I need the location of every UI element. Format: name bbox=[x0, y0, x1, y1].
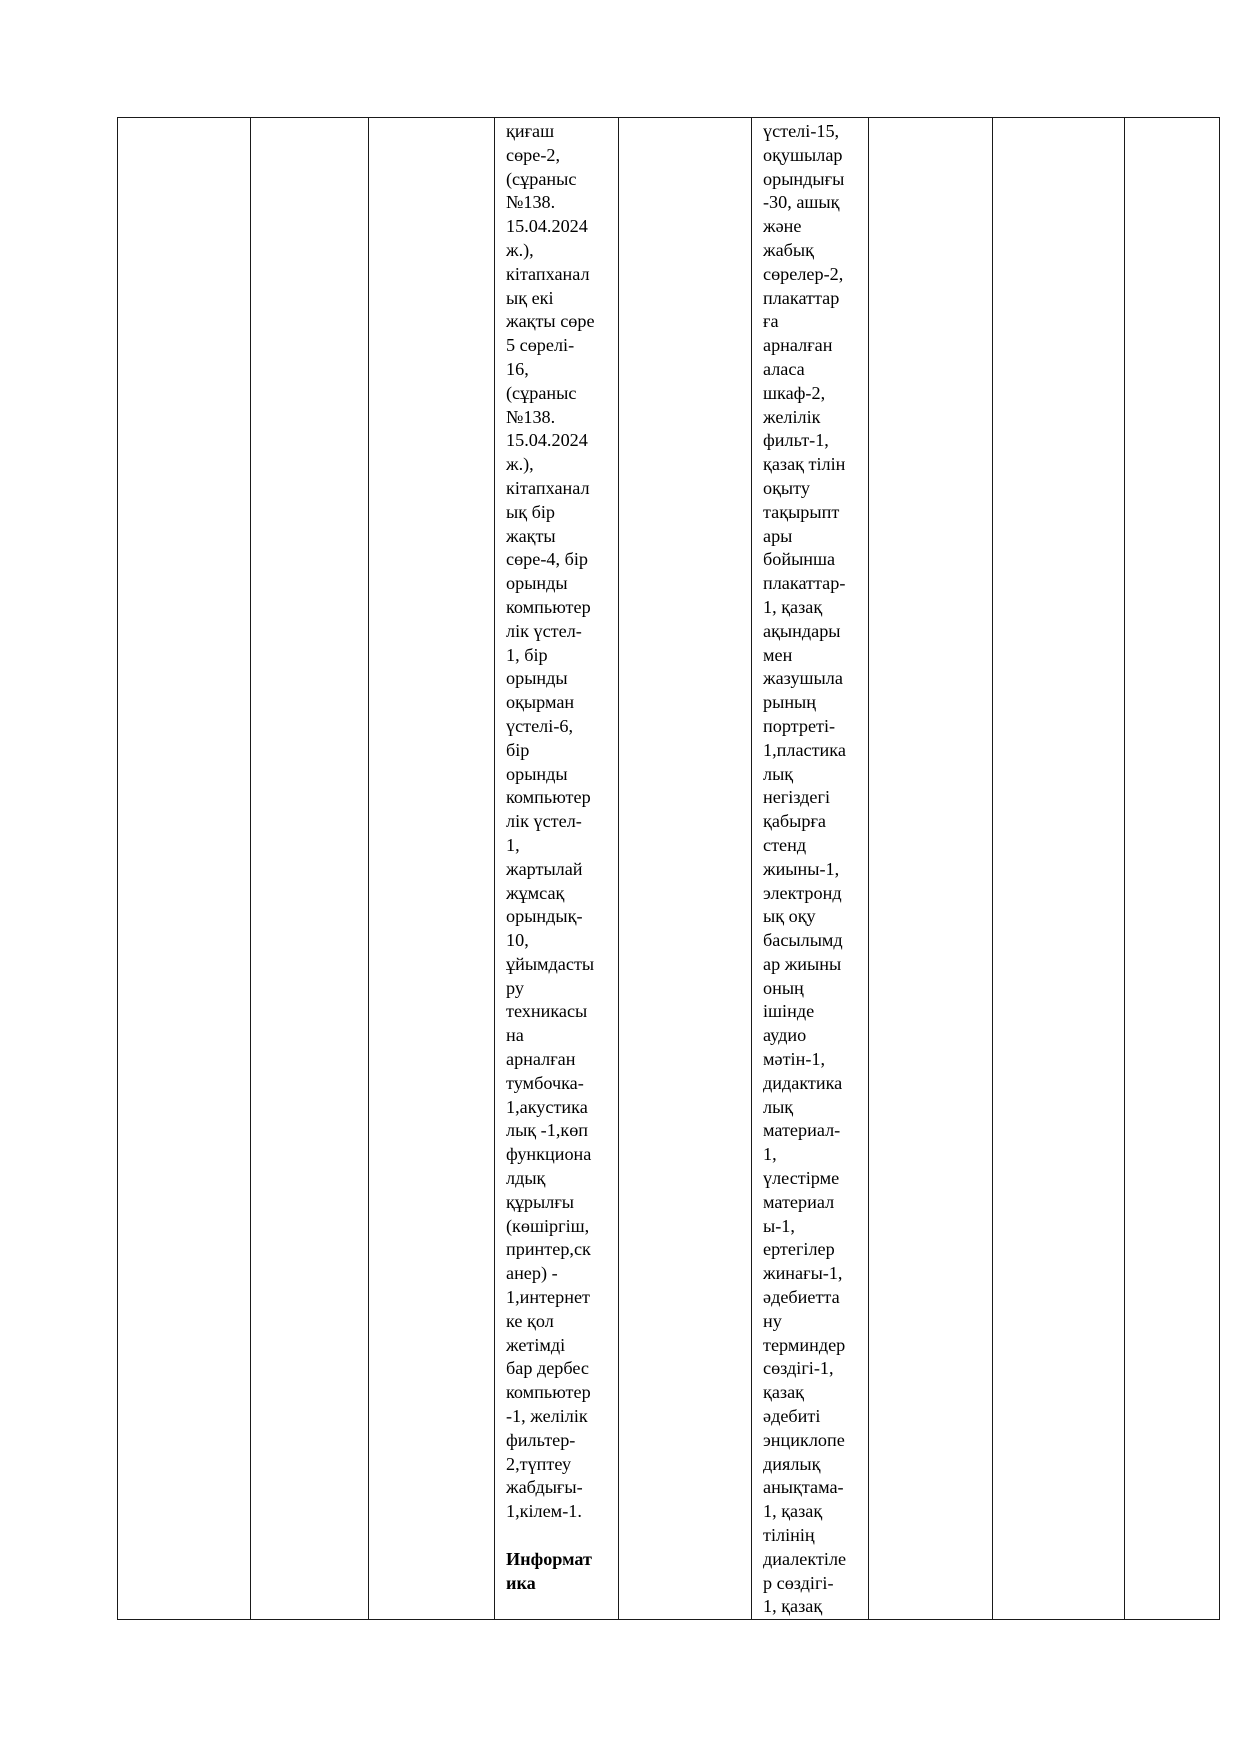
text-line: техникасы bbox=[506, 1001, 588, 1022]
text-line: компьютер bbox=[506, 596, 591, 617]
text-line: кітапханал bbox=[506, 477, 590, 498]
text-line: сөре-4, бір bbox=[506, 549, 588, 570]
text-line: плакаттар bbox=[763, 287, 840, 308]
table-cell-classroom-equipment bbox=[752, 118, 869, 1620]
text-line: орынды bbox=[506, 573, 568, 594]
text-line: 2,түптеу bbox=[506, 1453, 572, 1474]
text-line: энциклопе bbox=[763, 1429, 845, 1450]
text-line: бар дербес bbox=[506, 1358, 589, 1379]
text-line: лік үстел- bbox=[506, 811, 582, 832]
text-line: анер) - bbox=[506, 1263, 558, 1284]
text-line: стенд bbox=[763, 834, 807, 855]
text-line: диялық bbox=[763, 1453, 821, 1474]
text-line: орынды bbox=[506, 763, 568, 784]
text-line: 1, bbox=[763, 1144, 777, 1165]
text-line: ертегілер bbox=[763, 1239, 835, 1260]
text-line: арналған bbox=[763, 335, 833, 356]
text-line: жинағы-1, bbox=[763, 1263, 843, 1284]
text-line: жақты сөре bbox=[506, 311, 595, 332]
text-line: арналған bbox=[506, 1049, 576, 1070]
text-line: 15.04.2024 bbox=[506, 216, 588, 237]
text-line: ж.), bbox=[506, 454, 534, 475]
text-line: (көшіргіш, bbox=[506, 1215, 590, 1236]
table-cell-3 bbox=[369, 118, 495, 1620]
text-line: әдебиетта bbox=[763, 1287, 840, 1308]
text-line: ж.), bbox=[506, 239, 534, 260]
text-line: және bbox=[763, 216, 802, 237]
table-cell-9 bbox=[1125, 118, 1220, 1620]
text-line: мәтін-1, bbox=[763, 1049, 826, 1070]
text-line: жетімді bbox=[506, 1334, 566, 1355]
table-cell-2 bbox=[251, 118, 369, 1620]
text-line: аласа bbox=[763, 358, 805, 379]
table-cell-1 bbox=[118, 118, 251, 1620]
text-line: тақырыпт bbox=[763, 501, 840, 522]
text-line: (сұраныс bbox=[506, 382, 577, 403]
text-line: №138. bbox=[506, 192, 556, 213]
text-line: диалектіле bbox=[763, 1548, 847, 1569]
text-line: жартылай bbox=[506, 858, 583, 879]
text-line: ішінде bbox=[763, 1001, 815, 1022]
text-line: оқыту bbox=[763, 477, 810, 498]
text-line: 1,интернет bbox=[506, 1287, 590, 1308]
text-line: функциона bbox=[506, 1144, 592, 1165]
text-line: 1, бір bbox=[506, 644, 548, 665]
text-line: на bbox=[506, 1025, 524, 1046]
text-line: оның bbox=[763, 977, 804, 998]
text-line: жұмсақ bbox=[506, 882, 565, 903]
text-line: орындық- bbox=[506, 906, 583, 927]
text-line: ық екі bbox=[506, 287, 554, 308]
text-line: кітапханал bbox=[506, 263, 590, 284]
text-line: басылымд bbox=[763, 930, 843, 951]
table-row bbox=[118, 118, 1220, 1620]
text-line: принтер,ск bbox=[506, 1239, 591, 1260]
text-line: (сұраныс bbox=[506, 168, 577, 189]
text-line: жабық bbox=[763, 239, 814, 260]
classroom-equipment-text bbox=[763, 120, 864, 1619]
text-line: плакаттар- bbox=[763, 573, 846, 594]
section-heading-line: ика bbox=[506, 1572, 536, 1593]
text-line: рының bbox=[763, 692, 816, 713]
text-line: лық -1,көп bbox=[506, 1120, 589, 1141]
text-line: лық bbox=[763, 1096, 794, 1117]
text-line: ру bbox=[506, 977, 524, 998]
text-line: үстелі-6, bbox=[506, 715, 574, 736]
text-line: 10, bbox=[506, 930, 529, 951]
text-line: жақты bbox=[506, 525, 556, 546]
text-line: дидактика bbox=[763, 1072, 843, 1093]
text-line: ке қол bbox=[506, 1310, 554, 1331]
text-line: 1,пластика bbox=[763, 739, 846, 760]
text-line: лық bbox=[763, 763, 794, 784]
text-line: р сөздігі- bbox=[763, 1572, 834, 1593]
text-line: портреті- bbox=[763, 715, 836, 736]
text-line: сөздігі-1, bbox=[763, 1358, 834, 1379]
equipment-list-text bbox=[506, 120, 614, 1595]
text-line: 16, bbox=[506, 358, 529, 379]
text-line: фильтер- bbox=[506, 1429, 576, 1450]
text-line: 1,акустика bbox=[506, 1096, 588, 1117]
text-line: ну bbox=[763, 1310, 782, 1331]
table-cell-5 bbox=[619, 118, 752, 1620]
text-line: негіздегі bbox=[763, 787, 831, 808]
text-line: қиғаш bbox=[506, 121, 555, 141]
text-line: тілінің bbox=[763, 1525, 815, 1546]
text-line: үлестірме bbox=[763, 1168, 840, 1189]
text-line: -1, желілік bbox=[506, 1406, 588, 1427]
text-line: орындығы bbox=[763, 168, 845, 189]
text-line: материал bbox=[763, 1191, 835, 1212]
text-line: электронд bbox=[763, 882, 842, 903]
text-line: желілік bbox=[763, 406, 821, 427]
text-line: ары bbox=[763, 525, 793, 546]
text-line: бір bbox=[506, 739, 530, 760]
text-line: жиыны-1, bbox=[763, 858, 840, 879]
text-line: 1, қазақ bbox=[763, 1501, 823, 1522]
text-line: компьютер bbox=[506, 787, 591, 808]
text-line: лдық bbox=[506, 1168, 546, 1189]
text-line: фильт-1, bbox=[763, 430, 829, 451]
text-line: терминдер bbox=[763, 1334, 846, 1355]
text-line: қабырға bbox=[763, 811, 827, 832]
text-line: ар жиыны bbox=[763, 953, 842, 974]
text-line: әдебиті bbox=[763, 1406, 821, 1427]
text-line: 1, қазақ bbox=[763, 1596, 823, 1617]
text-line: сөрелер-2, bbox=[763, 263, 844, 284]
text-line: жабдығы- bbox=[506, 1477, 583, 1498]
text-line: сөре-2, bbox=[506, 144, 561, 165]
text-line: №138. bbox=[506, 406, 556, 427]
table-cell-equipment-list bbox=[495, 118, 619, 1620]
text-line: лік үстел- bbox=[506, 620, 582, 641]
text-line: ық оқу bbox=[763, 906, 816, 927]
text-line: 1, қазақ bbox=[763, 596, 823, 617]
table-cell-8 bbox=[993, 118, 1125, 1620]
text-line: орынды bbox=[506, 668, 568, 689]
text-line: 5 сөрелі- bbox=[506, 335, 575, 356]
text-line: тумбочка- bbox=[506, 1072, 584, 1093]
text-line: анықтама- bbox=[763, 1477, 844, 1498]
equipment-table bbox=[117, 117, 1220, 1620]
text-line: аудио bbox=[763, 1025, 807, 1046]
table-cell-7 bbox=[869, 118, 993, 1620]
text-line: құрылғы bbox=[506, 1191, 574, 1212]
text-line: 1,кілем-1. bbox=[506, 1501, 582, 1522]
text-line: ұйымдасты bbox=[506, 953, 595, 974]
text-line: оқырман bbox=[506, 692, 575, 713]
text-line: шкаф-2, bbox=[763, 382, 826, 403]
text-line: ақындары bbox=[763, 620, 841, 641]
text-line: үстелі-15, bbox=[763, 121, 840, 141]
text-line: материал- bbox=[763, 1120, 841, 1141]
text-line: ық бір bbox=[506, 501, 556, 522]
text-line: 15.04.2024 bbox=[506, 430, 588, 451]
text-line: оқушылар bbox=[763, 144, 843, 165]
text-line: компьютер bbox=[506, 1382, 591, 1403]
section-heading-line: Информат bbox=[506, 1548, 592, 1569]
text-line: ы-1, bbox=[763, 1215, 795, 1236]
text-line: қазақ bbox=[763, 1382, 805, 1403]
text-line: мен bbox=[763, 644, 793, 665]
text-line: 1, bbox=[506, 834, 520, 855]
text-line: ға bbox=[763, 311, 779, 332]
text-line: бойынша bbox=[763, 549, 836, 570]
text-line: -30, ашық bbox=[763, 192, 840, 213]
text-line: жазушыла bbox=[763, 668, 843, 689]
text-line: қазақ тілін bbox=[763, 454, 846, 475]
paragraph-gap bbox=[506, 1524, 614, 1548]
